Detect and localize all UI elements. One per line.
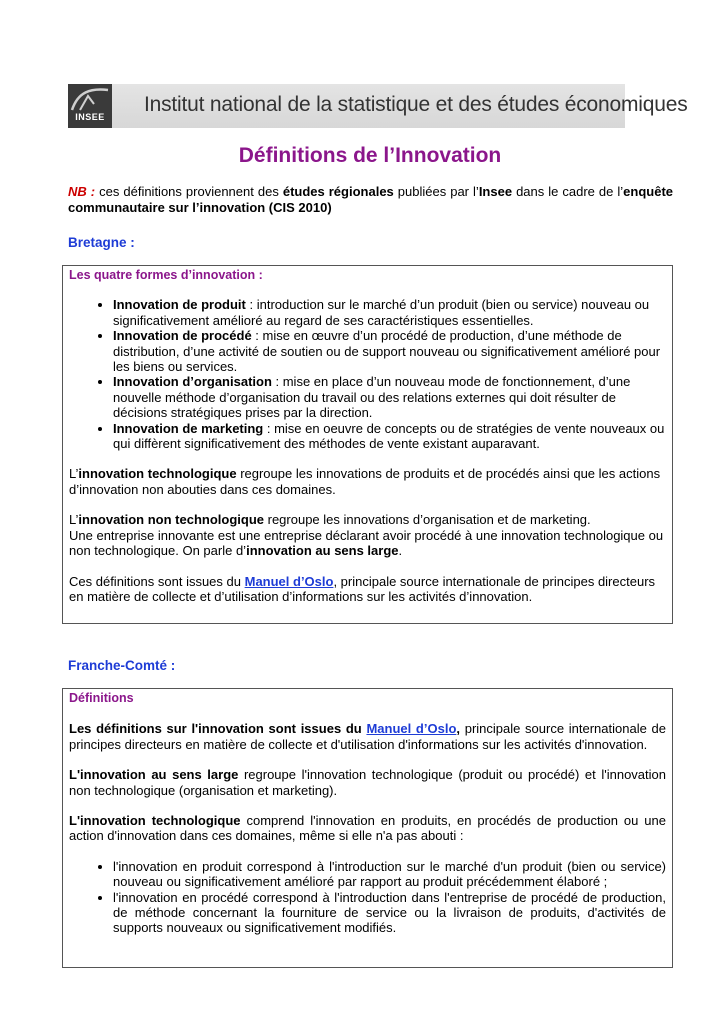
- term: Innovation de marketing: [113, 420, 264, 436]
- list-item: • l'innovation en produit correspond à l'introduction sur le marché d'un produit (bien ou service) nouveau ou significativement amélioré par rapport au produit précédemment élaboré ;: [113, 859, 666, 890]
- section-heading-bretagne: Bretagne :: [68, 235, 135, 250]
- box-heading: Définitions: [69, 691, 134, 705]
- list-item: [113, 421, 666, 452]
- insee-banner: [68, 84, 688, 128]
- page-title: Définitions de l’Innovation: [238, 144, 502, 167]
- bretagne-definitions-box: [62, 265, 673, 624]
- box-heading: Les quatre formes d’innovation :: [69, 268, 263, 282]
- institute-name: Institut national de la statistique et des études économiques: [144, 93, 688, 116]
- definition: : mise en œuvre d’un procédé de production, d’une méthode de distribution, d’une activité de soutien ou de support nouveau ou significativement amélioré pour les biens ou services.: [113, 328, 661, 375]
- nb-bold-2: Insee: [478, 184, 513, 199]
- innovation-forms-list: [69, 297, 666, 451]
- nb-text-1: ces définitions proviennent des: [95, 184, 283, 199]
- list-item: [113, 374, 666, 420]
- paragraph-sens-large: L'innovation au sens large regroupe l'innovation technologique (produit ou procédé) et l'innovation non technologique (organisation et marketing).: [69, 767, 666, 798]
- innovation-types-list: [69, 859, 666, 936]
- term: Innovation de procédé: [113, 328, 252, 344]
- nb-bold-1: études régionales: [282, 184, 394, 199]
- nb-text-3: dans le cadre de l’: [512, 184, 624, 199]
- term: Innovation d’organisation: [113, 374, 272, 390]
- nb-label: NB :: [68, 184, 96, 199]
- definition: : mise en place d’un nouveau mode de fonctionnement, d’une nouvelle méthode d’organisation du travail ou des relations externes qui doit résulter de décisions stratégiques prises par la direction.: [113, 374, 631, 421]
- definition: : introduction sur le marché d’un produit (bien ou service) nouveau ou significativement amélioré au regard de ses caractéristiques essentielles.: [113, 297, 650, 328]
- list-item: • l'innovation en procédé correspond à l'introduction dans l'entreprise de procédé de production, de méthode concernant la fourniture de service ou la livraison de produits, d'activités de supports nouveaux ou significativement modifiés.: [113, 890, 666, 936]
- paragraph-innovation-technologique: L’innovation technologique regroupe les innovations de produits et de procédés ainsi que les actions d’innovation non abouties dans ces domaines.: [69, 466, 661, 497]
- list-item: [113, 297, 666, 328]
- nb-note: [68, 184, 673, 216]
- nb-bold-3: enquête communautaire sur l’innovation (CIS 2010): [68, 184, 674, 215]
- insee-logo: [68, 84, 112, 128]
- paragraph-source: Les définitions sur l'innovation sont issues du Manuel d’Oslo, principale source internationale de principes directeurs en matière de collecte et d'utilisation d'informations sur les activités d'innovation.: [69, 721, 666, 752]
- paragraph-entreprise-innovante: Une entreprise innovante est une entreprise déclarant avoir procédé à une innovation technologique ou non technologique. On parle d’innovation au sens large.: [69, 527, 664, 559]
- paragraph-innovation-technologique: L'innovation technologique comprend l'innovation en produits, en procédés de production ou une action d'innovation dans ces domaines, même si elle n'a pas abouti :: [69, 813, 666, 844]
- section-heading-franche-comte: Franche-Comté :: [68, 658, 176, 673]
- manuel-oslo-link[interactable]: Manuel d’Oslo: [244, 573, 334, 589]
- list-item: [113, 328, 666, 374]
- paragraph-innovation-non-technologique: L’innovation non technologique regroupe les innovations d’organisation et de marketing.: [69, 512, 591, 528]
- logo-text: INSEE: [75, 112, 105, 122]
- nb-text-2: publiées par l’: [393, 184, 479, 199]
- franche-comte-definitions-box: [62, 688, 673, 968]
- manuel-oslo-link[interactable]: Manuel d’Oslo: [366, 721, 457, 737]
- term: Innovation de produit: [113, 297, 246, 313]
- paragraph-source: Ces définitions sont issues du Manuel d’Oslo, principale source internationale de principes directeurs en matière de collecte et d’utilisation d’informations sur les activités d’innovation.: [69, 573, 656, 604]
- definition: : mise en oeuvre de concepts ou de stratégies de vente nouveaux ou qui diffèrent significativement des méthodes de vente existant auparavant.: [113, 420, 665, 452]
